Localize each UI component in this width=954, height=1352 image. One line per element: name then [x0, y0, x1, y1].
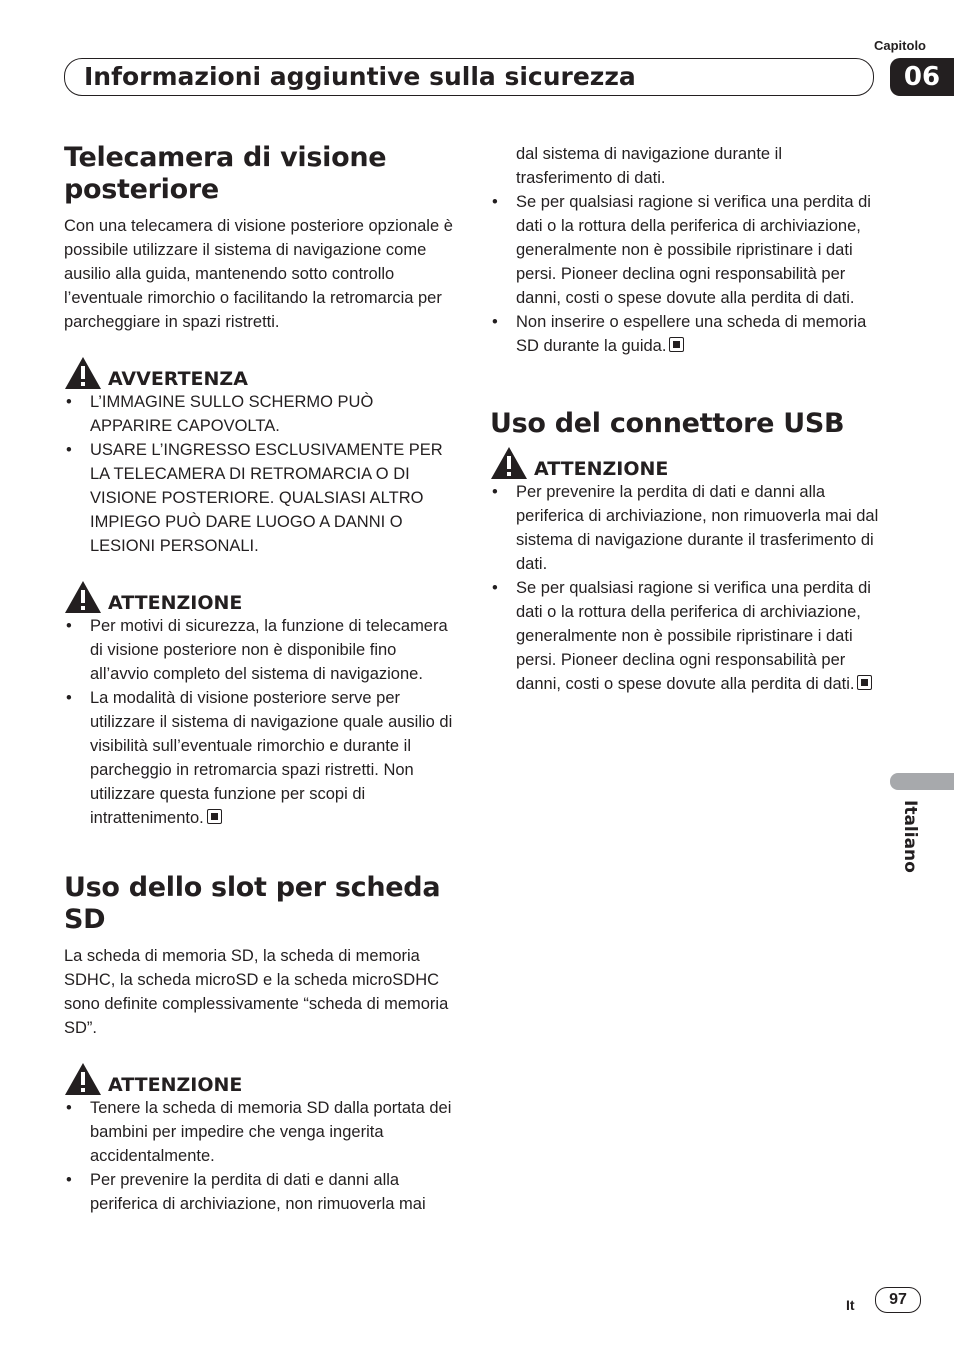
- sd-slot-intro: La scheda di memoria SD, la scheda di memoria SDHC, la scheda microSD e la scheda microSDHC sono definite complessivamente “scheda di memoria SD”.: [64, 947, 449, 1037]
- page-number: 97: [875, 1287, 921, 1313]
- end-mark-icon: [857, 675, 872, 690]
- warning-label: AVVERTENZA: [108, 368, 248, 390]
- end-mark-icon: [669, 337, 684, 352]
- caution-list: [64, 1096, 456, 1216]
- chapter-label: Capitolo: [874, 38, 926, 53]
- sd-slot-title: Uso dello slot per scheda SD: [64, 872, 441, 935]
- left-column: [64, 142, 456, 1216]
- side-language-label: Italiano: [900, 800, 920, 873]
- rear-camera-intro: Con una telecamera di visione posteriore opzionale è possibile utilizzare il sistema di navigazione come ausilio alla guida, mantenendo sotto controllo l’eventuale rimorchio o facilitando la retromarcia per parcheggiare in spazi ristretti.: [64, 217, 453, 331]
- end-mark-icon: [207, 809, 222, 824]
- caution-list: [64, 614, 456, 830]
- warning-triangle-icon: [64, 356, 102, 390]
- list-item: [490, 576, 880, 696]
- warning-heading: [64, 354, 456, 390]
- caution-triangle-icon: [64, 1062, 102, 1096]
- side-tab: [890, 773, 954, 790]
- list-item-text: Se per qualsiasi ragione si verifica una perdita di dati o la rottura della periferica di archiviazione, generalmente non è possibile ripristinare i dati persi. Pioneer declina ogni responsabilità per danni, costi o spese dovute alla perdita di dati.: [516, 579, 871, 693]
- caution-heading: [64, 578, 456, 614]
- list-item: • Per motivi di sicurezza, la funzione di telecamera di visione posteriore non è disponibile fino all’avvio completo del sistema di navigazione.: [64, 614, 456, 686]
- footer-lang-code: It: [846, 1297, 855, 1313]
- right-column: [490, 142, 880, 696]
- list-item-text: Non inserire o espellere una scheda di memoria SD durante la guida.: [516, 313, 867, 355]
- list-item-text: La modalità di visione posteriore serve per utilizzare il sistema di navigazione quale ausilio di visibilità sull’eventuale rimorchio e durante il parcheggio in retromarcia spazi ristretti. Non utilizzare questa funzione per scopi di intrattenimento.: [90, 689, 453, 827]
- warning-list: [64, 390, 456, 558]
- caution-label: ATTENZIONE: [108, 1074, 243, 1096]
- list-item: • Tenere la scheda di memoria SD dalla portata dei bambini per impedire che venga ingerita accidentalmente.: [64, 1096, 456, 1168]
- list-item-continued: dal sistema di navigazione durante il trasferimento di dati.: [516, 145, 782, 187]
- caution-triangle-icon: [64, 580, 102, 614]
- list-item: • USARE L’INGRESSO ESCLUSIVAMENTE PER LA TELECAMERA DI RETROMARCIA O DI VISIONE POSTERIORE. QUALSIASI ALTRO IMPIEGO PUÒ DARE LUOGO A DANNI O LESIONI PERSONALI.: [64, 438, 456, 558]
- list-item: • Per prevenire la perdita di dati e danni alla periferica di archiviazione, non rimuoverla mai dal sistema di navigazione durante il trasferimento di dati.: [490, 480, 880, 576]
- chapter-number: 06: [890, 58, 954, 96]
- list-item: [490, 310, 880, 358]
- list-item: • L’IMMAGINE SULLO SCHERMO PUÒ APPARIRE CAPOVOLTA.: [64, 390, 456, 438]
- page-title: Informazioni aggiuntive sulla sicurezza: [84, 62, 636, 91]
- caution-list-continued: [490, 142, 880, 358]
- side-language: [880, 800, 940, 880]
- list-item: [64, 686, 456, 830]
- usb-title: Uso del connettore USB: [490, 408, 845, 439]
- caution-label: ATTENZIONE: [108, 592, 243, 614]
- rear-camera-title: Telecamera di visione posteriore: [64, 142, 387, 205]
- list-item: • Per prevenire la perdita di dati e danni alla periferica di archiviazione, non rimuoverla mai: [64, 1168, 456, 1216]
- list-item: • Se per qualsiasi ragione si verifica una perdita di dati o la rottura della periferica di archiviazione, generalmente non è possibile ripristinare i dati persi. Pioneer declina ogni responsabilità per danni, costi o spese dovute alla perdita di dati.: [490, 190, 880, 310]
- caution-triangle-icon: [490, 446, 528, 480]
- caution-heading: [64, 1060, 456, 1096]
- caution-label: ATTENZIONE: [534, 458, 669, 480]
- caution-list: [490, 480, 880, 696]
- caution-heading: [490, 444, 880, 480]
